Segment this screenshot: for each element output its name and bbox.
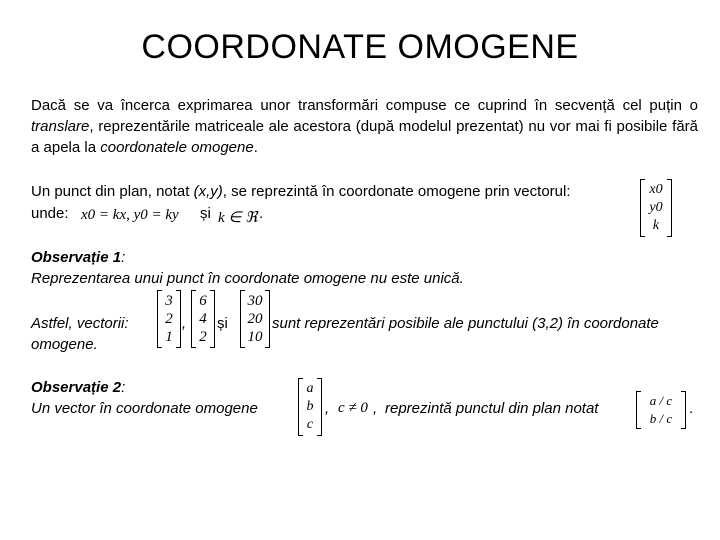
- obs1-heading: [31, 247, 125, 268]
- point-def-line1: [31, 181, 571, 202]
- point-coords: (x,y): [193, 183, 223, 200]
- unde-label: unde:: [31, 205, 69, 222]
- m2-cell-0: 6: [199, 293, 207, 309]
- intro-text-1: Dacă se va încerca exprimarea unor transformări compuse ce cuprind în secvență cel puțin o: [31, 97, 698, 114]
- vector-a-b-c: [298, 378, 322, 436]
- c-not-zero: c ≠ 0: [338, 400, 368, 416]
- intro-text-2: , reprezentările matriceale ale acestora (după modelul prezentat) nu vor mai fi posibile fără a apela la: [31, 118, 698, 156]
- vec-b: b: [306, 399, 314, 414]
- obs1-text: Reprezentarea unui punct în coordonate omogene nu este unică.: [31, 270, 464, 287]
- matrix-6-4-2: [191, 290, 215, 348]
- obs2-period: .: [689, 400, 694, 417]
- homogeneous-vector-matrix: [640, 179, 672, 237]
- intro-text-3: .: [253, 139, 258, 156]
- obs2-heading: [31, 377, 125, 398]
- obs1-astfel: Astfel, vectorii:: [31, 315, 129, 332]
- obs1-colon: :: [121, 249, 126, 266]
- obs2-text: Un vector în coordonate omogene: [31, 400, 258, 417]
- point-a-over-c: a / c: [649, 393, 673, 408]
- obs2-colon: :: [121, 379, 126, 396]
- m1-cell-2: 1: [165, 329, 173, 345]
- homogeneous-term: coordonatele omogene: [100, 139, 254, 156]
- formula-x0-y0: x0 = kx, y0 = ky: [81, 207, 179, 223]
- page-title: COORDONATE OMOGENE: [141, 28, 579, 66]
- point-def-text-a: Un punct din plan, notat: [31, 183, 194, 200]
- obs2-tail: reprezintă punctul din plan notat: [385, 400, 599, 417]
- matrix-3-2-1: [157, 290, 181, 348]
- point-b-over-c: b / c: [649, 411, 673, 426]
- m2-cell-1: 4: [199, 311, 207, 327]
- translation-term: translare: [31, 118, 90, 135]
- obs2-comma2: ,: [373, 400, 378, 417]
- obs1-omogene: omogene.: [31, 336, 98, 353]
- obs1-and: și: [217, 315, 228, 332]
- k-domain: k ∈ ℜ: [218, 210, 258, 226]
- obs1-label: Observație 1: [31, 249, 122, 266]
- and-word-1: și: [200, 205, 211, 222]
- m1-cell-1: 2: [165, 311, 173, 327]
- m3-cell-2: 10: [247, 329, 263, 345]
- point-def-line2: [31, 203, 69, 224]
- vector-k: k: [652, 218, 660, 233]
- vec-a: a: [306, 381, 314, 396]
- point-def-text-b: , se reprezintă în coordonate omogene prin vectorul:: [222, 183, 571, 200]
- matrix-30-20-10: [240, 290, 270, 348]
- m3-cell-0: 30: [247, 293, 263, 309]
- obs1-tail: sunt reprezentări posibile ale punctului (3,2) în coordonate: [272, 315, 659, 332]
- vec-c: c: [306, 417, 314, 432]
- obs2-label: Observație 2: [31, 379, 122, 396]
- period-1: .: [259, 205, 264, 222]
- m3-cell-1: 20: [247, 311, 263, 327]
- intro-paragraph: [31, 95, 698, 158]
- m1-cell-0: 3: [165, 293, 173, 309]
- obs1-comma: ,: [182, 315, 187, 332]
- obs2-comma: ,: [325, 400, 330, 417]
- m2-cell-2: 2: [199, 329, 207, 345]
- vector-y0: y0: [649, 200, 663, 215]
- point-ac-bc-matrix: [636, 391, 686, 429]
- vector-x0: x0: [649, 182, 663, 197]
